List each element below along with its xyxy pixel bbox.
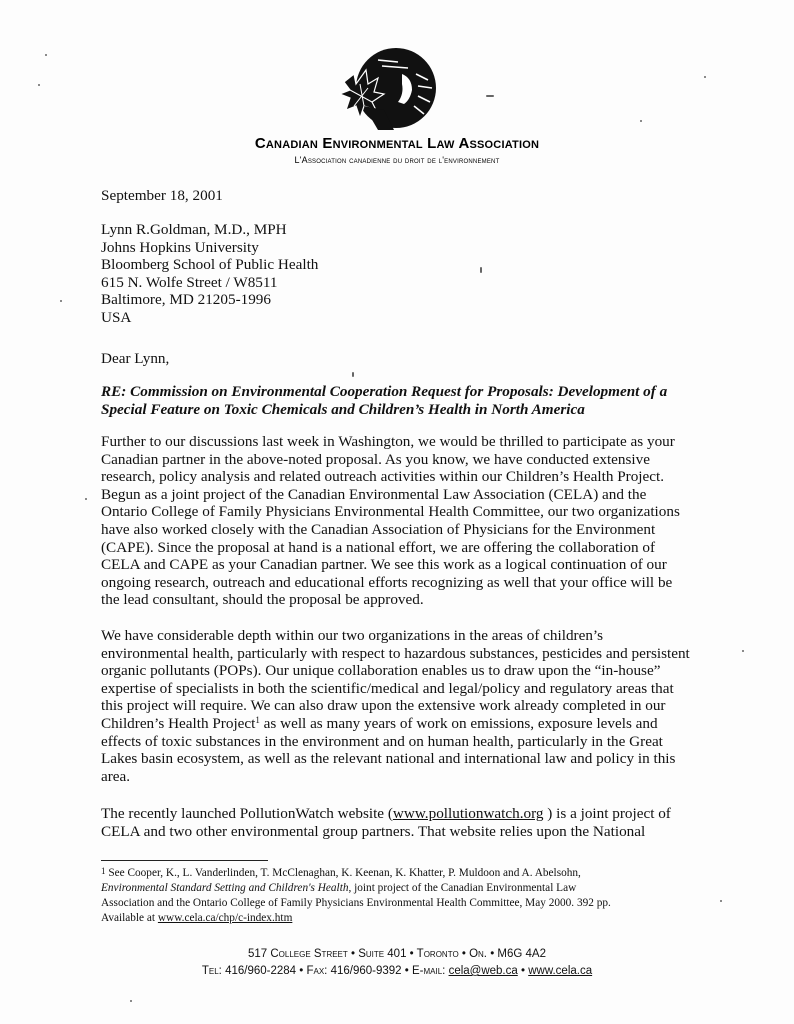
email-link[interactable]: cela@web.ca [448, 965, 518, 977]
footnote-reference[interactable]: 1 [255, 714, 260, 725]
paragraph-line: organic pollutants (POPs). Our unique collaboration enables us to draw upon the “in-house” [101, 662, 661, 680]
paragraph-2 [101, 627, 711, 785]
text-span: See Cooper, K., L. Vanderlinden, T. McClenaghan, K. Keenan, K. Khatter, P. Muldoon and A. Abelsohn, [105, 867, 581, 879]
scan-speck [38, 84, 40, 86]
recipient-school: Bloomberg School of Public Health [101, 256, 319, 274]
text-span: ) is a joint project of [543, 805, 671, 822]
text-span: as well as many years of work on emissions, exposure levels and [259, 714, 658, 732]
scan-speck [480, 267, 482, 273]
paragraph-line: (CAPE). Since the proposal at hand is a national effort, we are offering the collaboration of [101, 538, 656, 556]
scan-speck [640, 120, 642, 122]
cited-title: Environmental Standard Setting and Children's Health [101, 882, 349, 894]
footnote-divider [101, 860, 268, 861]
footnote-line [101, 911, 701, 926]
footnote-line: Association and the Ontario College of Family Physicians Environmental Health Committee, May 2000. 392 pp. [101, 897, 611, 909]
scan-speck [85, 498, 87, 500]
paragraph-line: effects of toxic substances in the environment and on human health, particularly in the Great [101, 732, 663, 750]
subject-line-2: Special Feature on Toxic Chemicals and Children’s Health in North America [101, 400, 585, 418]
paragraph-line: area. [101, 767, 131, 785]
paragraph-line: environmental health, particularly with respect to hazardous substances, pesticides and persistent [101, 644, 690, 662]
footnote-marker: 1 [101, 866, 106, 876]
paragraph-line: We have considerable depth within our two organizations in the areas of children’s [101, 627, 604, 644]
recipient-city: Baltimore, MD 21205-1996 [101, 291, 271, 309]
tel-number: 416/960-2284 • [221, 965, 307, 977]
organization-name: Canadian Environmental Law Association [254, 135, 540, 152]
paragraph-line: expertise of specialists in both the scientific/medical and legal/policy and regulatory areas that [101, 679, 674, 697]
salutation: Dear Lynn, [101, 350, 170, 367]
paragraph-line: Lakes basin ecosystem, as well as the relevant national and international law and policy in this [101, 750, 676, 768]
paragraph-1 [101, 433, 711, 609]
fax-label: Fax: [306, 965, 328, 977]
paragraph-line: Ontario College of Family Physicians Environmental Health Committee, our two organizations [101, 503, 680, 521]
text-span: Children’s Health Project [101, 714, 256, 732]
paragraph-line: Further to our discussions last week in Washington, we would be thrilled to participate as your [101, 433, 675, 450]
scan-speck [130, 1000, 132, 1002]
website-link[interactable]: www.cela.ca [528, 965, 593, 977]
scan-speck [45, 54, 47, 56]
recipient-address [101, 221, 711, 327]
scan-speck [486, 95, 494, 97]
text-span: Available at [101, 912, 158, 924]
paragraph-line [101, 715, 711, 733]
tel-label: Tel: [201, 965, 222, 977]
subject-line [101, 383, 711, 418]
recipient-name: Lynn R.Goldman, M.D., MPH [101, 221, 287, 238]
paragraph-line: this project will require. We can also draw upon the extensive work already completed in our [101, 697, 666, 715]
footnote [101, 866, 701, 926]
recipient-country: USA [101, 308, 132, 326]
maple-leaf-profile-logo-icon [338, 44, 442, 132]
paragraph-line: CELA and two other environmental group partners. That website relies upon the National [101, 822, 646, 840]
contact-line [0, 963, 794, 980]
email-label: E-mail: [411, 965, 446, 977]
letter-date: September 18, 2001 [101, 187, 223, 204]
scan-speck [60, 300, 62, 302]
paragraph-line: Canadian partner in the above-noted proposal. As you know, we have conducted extensive [101, 450, 650, 468]
pollutionwatch-link[interactable]: www.pollutionwatch.org [392, 805, 544, 822]
scan-speck [742, 650, 744, 652]
paragraph-line: have also worked closely with the Canadian Association of Physicians for the Environment [101, 520, 656, 538]
paragraph-line: the lead consultant, should the proposal be approved. [101, 591, 424, 609]
paragraph-3 [101, 805, 711, 840]
mailing-address: 517 College Street • Suite 401 • Toronto • On. • M6G 4A2 [247, 948, 546, 960]
paragraph-line: research, policy analysis and related outreach activities within our Children’s Health Project. [101, 468, 665, 486]
subject-line-1: RE: Commission on Environmental Cooperation Request for Proposals: Development of a [101, 383, 668, 400]
scan-speck [720, 900, 722, 902]
paragraph-line: ongoing research, outreach and educational efforts recognizing as well that your office will be [101, 573, 673, 591]
cela-chp-link[interactable]: www.cela.ca/chp/c-index.htm [157, 912, 293, 924]
letterhead-footer [0, 946, 794, 980]
paragraph-line: CELA and CAPE as your Canadian partner. We see this work as a logical continuation of our [101, 556, 667, 574]
recipient-institution: Johns Hopkins University [101, 238, 259, 256]
paragraph-line [101, 805, 711, 823]
text-span: The recently launched PollutionWatch website ( [101, 805, 393, 822]
scan-speck [352, 372, 354, 377]
text-span: , joint project of the Canadian Environmental Law [348, 882, 577, 894]
paragraph-line: Begun as a joint project of the Canadian Environmental Law Association (CELA) and the [101, 485, 647, 503]
footnote-line [101, 881, 701, 896]
scan-speck [704, 76, 706, 78]
recipient-street: 615 N. Wolfe Street / W8511 [101, 273, 278, 291]
organization-name-french: L'Association canadienne du droit de l'environnement [294, 155, 500, 165]
fax-number: 416/960-9392 • [327, 965, 412, 977]
footnote-line [101, 866, 701, 881]
separator: • [517, 965, 529, 977]
